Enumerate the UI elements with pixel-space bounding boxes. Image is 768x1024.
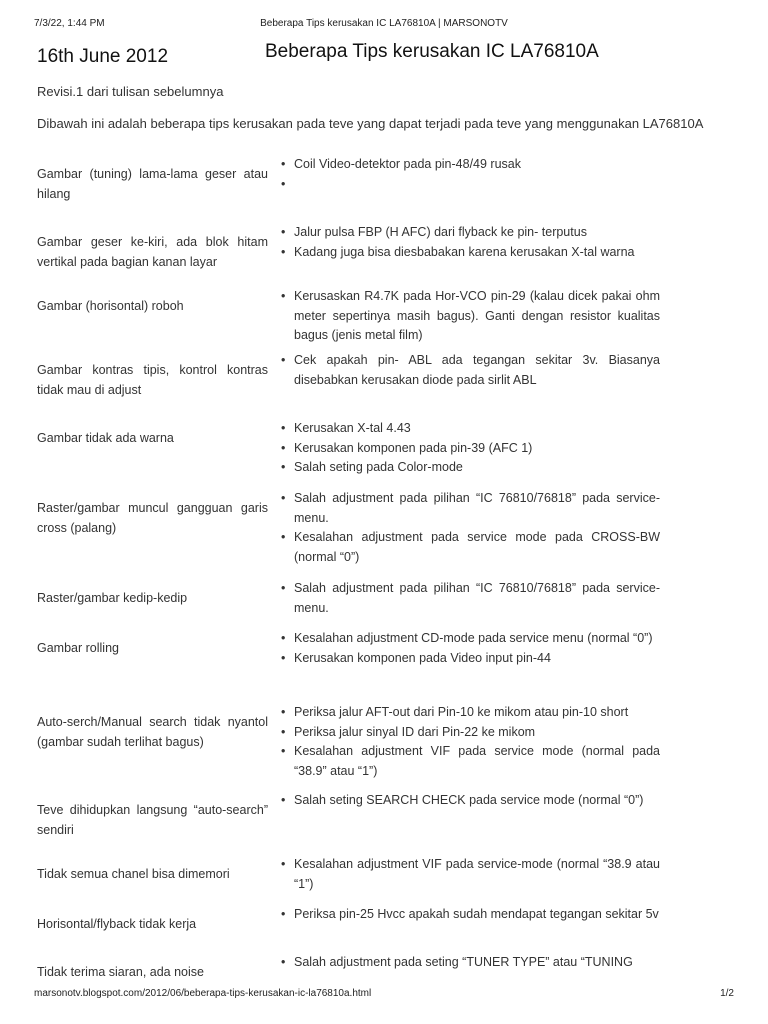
tip-cause-item: • Kesalahan adjustment CD-mode pada service menu (normal “0”) (278, 629, 660, 649)
tip-problem: Tidak terima siaran, ada noise (37, 965, 204, 979)
tip-causes (278, 953, 660, 973)
tip-problem: Teve dihidupkan langsung “auto-search” sendiri (37, 803, 268, 837)
tip-cause-item: • Salah seting pada Color-mode (278, 458, 660, 478)
print-datetime: 7/3/22, 1:44 PM (34, 18, 105, 29)
tip-problem: Raster/gambar kedip-kedip (37, 591, 188, 605)
tip-causes (278, 579, 660, 618)
tip-cause-item: • Kesalahan adjustment VIF pada service-mode (normal “38.9 atau “1”) (278, 855, 660, 894)
tip-causes (278, 703, 660, 781)
tip-cause-item: • Salah seting SEARCH CHECK pada service mode (normal “0”) (278, 791, 660, 811)
tip-problem: Gambar geser ke-kiri, ada blok hitam vertikal pada bagian kanan layar (37, 235, 268, 269)
tip-cause-item: • Kerusaskan R4.7K pada Hor-VCO pin-29 (kalau dicek pakai ohm meter sepertinya masih bagus). Ganti dengan resistor kualitas bagus (jenis metal film) (278, 287, 660, 346)
tip-cause-item (278, 175, 660, 195)
tip-causes (278, 489, 660, 567)
tip-cause-item: • Kesalahan adjustment VIF pada service mode (normal pada “38.9” atau “1”) (278, 742, 660, 781)
tip-problem: Auto-serch/Manual search tidak nyantol (gambar sudah terlihat bagus) (37, 715, 268, 749)
tip-causes (278, 791, 660, 811)
tip-problem: Tidak semua chanel bisa dimemori (37, 867, 230, 881)
tip-cause-item: • Cek apakah pin- ABL ada tegangan sekitar 3v. Biasanya disebabkan kerusakan diode pada sirlit ABL (278, 351, 660, 390)
tip-causes (278, 155, 660, 194)
tip-causes (278, 419, 660, 478)
tip-causes (278, 287, 660, 346)
tip-cause-item: • Periksa pin-25 Hvcc apakah sudah mendapat tegangan sekitar 5v (278, 905, 660, 925)
tip-causes (278, 351, 660, 390)
tip-problem: Gambar (tuning) lama-lama geser atau hilang (37, 167, 268, 201)
date-header: 16th June 2012 (37, 46, 169, 67)
print-header (34, 18, 734, 32)
tip-problem: Gambar kontras tipis, kontrol kontras tidak mau di adjust (37, 363, 268, 397)
tip-cause-item: • Periksa jalur AFT-out dari Pin-10 ke mikom atau pin-10 short (278, 703, 660, 723)
print-footer (34, 988, 734, 1002)
tip-problem: Horisontal/flyback tidak kerja (37, 917, 197, 931)
tip-problem: Gambar tidak ada warna (37, 431, 174, 445)
tip-cause-item: • Periksa jalur sinyal ID dari Pin-22 ke mikom (278, 723, 660, 743)
tip-cause-item: • Salah adjustment pada pilihan “IC 76810/76818” pada service-menu. (278, 579, 660, 618)
tip-problem: Raster/gambar muncul gangguan garis cross (palang) (37, 501, 268, 535)
tip-cause-item: • Kesalahan adjustment pada service mode pada CROSS-BW (normal “0”) (278, 528, 660, 567)
tip-problem: Gambar rolling (37, 641, 119, 655)
tip-problem: Gambar (horisontal) roboh (37, 299, 184, 313)
page-number: 1/2 (720, 988, 734, 999)
page-url[interactable]: marsonotv.blogspot.com/2012/06/beberapa-tips-kerusakan-ic-la76810a.html (34, 988, 372, 999)
tip-causes (278, 855, 660, 894)
revision-note: Revisi.1 dari tulisan sebelumnya (37, 84, 224, 99)
tip-cause-item: • Kerusakan X-tal 4.43 (278, 419, 660, 439)
tip-causes (278, 223, 660, 262)
tip-cause-item: • Jalur pulsa FBP (H AFC) dari flyback ke pin- terputus (278, 223, 660, 243)
post-title: Beberapa Tips kerusakan IC LA76810A (265, 41, 599, 62)
tip-cause-item: • Kadang juga bisa diesbabakan karena kerusakan X-tal warna (278, 243, 660, 263)
tip-cause-item: • Salah adjustment pada seting “TUNER TYPE” atau “TUNING (278, 953, 660, 973)
tip-cause-item: • Coil Video-detektor pada pin-48/49 rusak (278, 155, 660, 175)
tip-causes (278, 629, 660, 668)
tip-cause-item: • Salah adjustment pada pilihan “IC 76810/76818” pada service-menu. (278, 489, 660, 528)
tip-cause-item: • Kerusakan komponen pada Video input pin-44 (278, 649, 660, 669)
tip-cause-item: • Kerusakan komponen pada pin-39 (AFC 1) (278, 439, 660, 459)
intro-paragraph: Dibawah ini adalah beberapa tips kerusakan pada teve yang dapat terjadi pada teve yang menggunakan LA76810A (37, 116, 704, 131)
print-page-title: Beberapa Tips kerusakan IC LA76810A | MARSONOTV (260, 18, 508, 29)
tip-causes (278, 905, 660, 925)
